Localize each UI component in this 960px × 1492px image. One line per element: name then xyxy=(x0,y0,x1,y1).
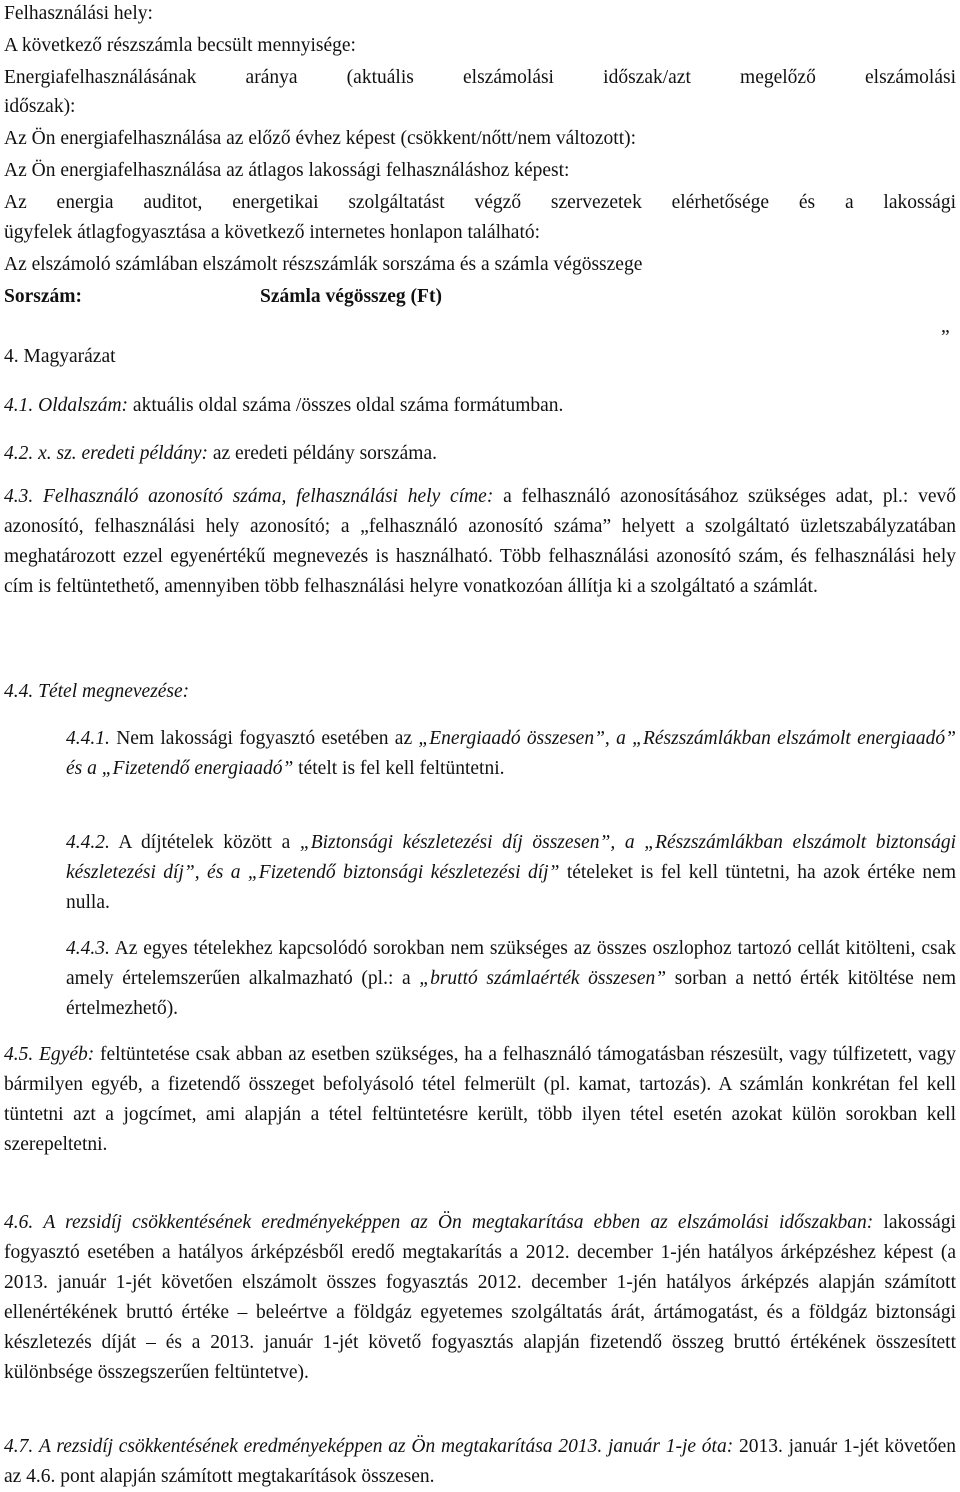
header-line-1: Felhasználási hely: xyxy=(4,3,153,24)
num-4-4-1: 4.4.1. xyxy=(66,728,110,749)
text-4-4-1-a: Nem lakossági fogyasztó esetében az xyxy=(116,728,413,749)
column-label-vegosszeg: Számla végösszeg (Ft) xyxy=(260,286,442,307)
header-line-9: Az elszámoló számlában elszámolt részszámlák sorszáma és a számla végösszege xyxy=(4,254,643,275)
term-4-1: Oldalszám: xyxy=(38,395,129,416)
terms-4-4-1: „Energiaadó összesen”, a „Részszámlákban elszámolt energiaadó” és a „Fizetendő energiaadó” xyxy=(66,728,957,779)
text-4-6: lakossági fogyasztó esetében a hatályos árképzésből eredő megtakarítás a 2012. december 1-jén hatályos árképzéshez képest (a 2013. január 1-jét követően elszámolt összes fogyasztás 2012. december 1-jén hatályos árképzés alapján számított ellenértékének bruttó értéke – beleértve a földgáz egyetemes szolgáltatás árát, ártámogatást, és a földgáz biztonsági készletezés díját – és a 2013. január 1-jét követő fogyasztás alapján fizetendő összeg bruttó értékének összesített különbsége összegszerűen feltüntetve). xyxy=(4,1212,956,1383)
section-4-3 xyxy=(4,482,956,602)
text-4-2: az eredeti példány sorszáma. xyxy=(212,443,437,464)
text-4-1: aktuális oldal száma /összes oldal száma formátumban. xyxy=(132,395,564,416)
section-4-4-1 xyxy=(66,724,956,784)
section-4-1 xyxy=(4,394,563,418)
header-line-4: időszak): xyxy=(4,96,76,117)
term-4-3: Felhasználó azonosító száma, felhasználási hely címe: xyxy=(43,486,494,507)
text-4-4-3-a: Az egyes tételekhez kapcsolódó sorokban nem szükséges az összes oszlophoz tartozó cellát kitölteni, csak amely értelemszerűen alkalmazható (pl.: a xyxy=(66,938,956,989)
num-4-6: 4.6. xyxy=(4,1212,34,1233)
terms-4-4-2: „Biztonsági készletezési díj összesen”, a „Részszámlákban elszámolt biztonsági készletezési díj”, és a „Fizetendő biztonsági készletezési díj” xyxy=(66,832,956,883)
num-4-2: 4.2. x. sz. xyxy=(4,443,77,464)
column-label-sorszam: Sorszám: xyxy=(4,286,82,307)
header-line-8: ügyfelek átlagfogyasztása a következő internetes honlapon található: xyxy=(4,222,541,243)
text-4-7: 2013. január 1-jét követően az 4.6. pont alapján számított megtakarítások összesen. xyxy=(4,1436,957,1487)
section-heading: 4. Magyarázat xyxy=(4,346,116,367)
header-line-7: Az energia auditot, energetikai szolgáltatást végző szervezetek elérhetősége és a lakossági xyxy=(4,192,956,213)
num-4-7: 4.7. xyxy=(4,1436,34,1457)
section-4-7 xyxy=(4,1432,956,1492)
term-4-4-3: „bruttó számlaérték összesen” xyxy=(419,968,667,989)
text-4-4-3-b: sorban a nettó érték kitöltése nem értelmezhető). xyxy=(66,968,956,1019)
text-4-4-2-b: tételeket is fel kell tüntetni, ha azok értéke nem nulla. xyxy=(66,862,957,913)
header-line-2: A következő részszámla becsült mennyisége: xyxy=(4,35,356,56)
section-4-4-2 xyxy=(66,828,956,918)
num-4-1: 4.1. xyxy=(4,395,34,416)
section-4-4 xyxy=(4,680,189,704)
text-4-3: a felhasználó azonosításához szükséges adat, pl.: vevő azonosító, felhasználási hely azonosító; a „felhasználó azonosító száma” helyett a szolgáltató üzletszabályzatában meghatározott ezzel egyenértékű megnevezés is használható. Több felhasználási azonosító szám, és felhasználási hely cím is feltüntethető, amennyiben több felhasználási helyre vonatkozóan állítja ki a szolgáltató a számlát. xyxy=(4,486,957,597)
text-4-4-2-a: A díjtételek között a xyxy=(118,832,291,853)
text-4-5: feltüntetése csak abban az esetben szükséges, ha a felhasználó támogatásban részesült, vagy túlfizetett, vagy bármilyen egyéb, a fizetendő összeget befolyásoló tétel felmerült (pl. kamat, tartozás). A számlán konkrétan fel kell tüntetni azt a jogcímet, ami alapján a tétel feltüntetésre került, több ilyen tétel esetén azokat külön sorokban kell szerepeltetni. xyxy=(4,1044,956,1155)
num-4-4-2: 4.4.2. xyxy=(66,832,110,853)
section-4-6 xyxy=(4,1208,956,1388)
text-4-4-1-b: tételt is fel kell feltüntetni. xyxy=(298,758,505,779)
closing-quote-mark: ” xyxy=(941,327,950,348)
term-4-6: A rezsidíj csökkentésének eredményeképpen az Ön megtakarítása ebben az elszámolási időszakban: xyxy=(43,1212,874,1233)
num-4-4-3: 4.4.3. xyxy=(66,938,110,959)
term-4-2: eredeti példány: xyxy=(81,443,208,464)
header-line-5: Az Ön energiafelhasználása az előző évhez képest (csökkent/nőtt/nem változott): xyxy=(4,128,637,149)
header-line-6: Az Ön energiafelhasználása az átlagos lakossági felhasználáshoz képest: xyxy=(4,160,570,181)
num-4-5: 4.5. xyxy=(4,1044,34,1065)
term-4-5: Egyéb: xyxy=(39,1044,95,1065)
num-4-4: 4.4. xyxy=(4,681,34,702)
section-4-4-3 xyxy=(66,934,956,1024)
term-4-7: A rezsidíj csökkentésének eredményeképpen az Ön megtakarítása 2013. január 1-je óta: xyxy=(39,1436,734,1457)
section-4-5 xyxy=(4,1040,956,1160)
num-4-3: 4.3. xyxy=(4,486,34,507)
section-4-2 xyxy=(4,442,437,466)
term-4-4: Tétel megnevezése: xyxy=(38,681,190,702)
header-line-3: Energiafelhasználásának aránya (aktuális elszámolási időszak/azt megelőző elszámolási xyxy=(4,67,956,88)
